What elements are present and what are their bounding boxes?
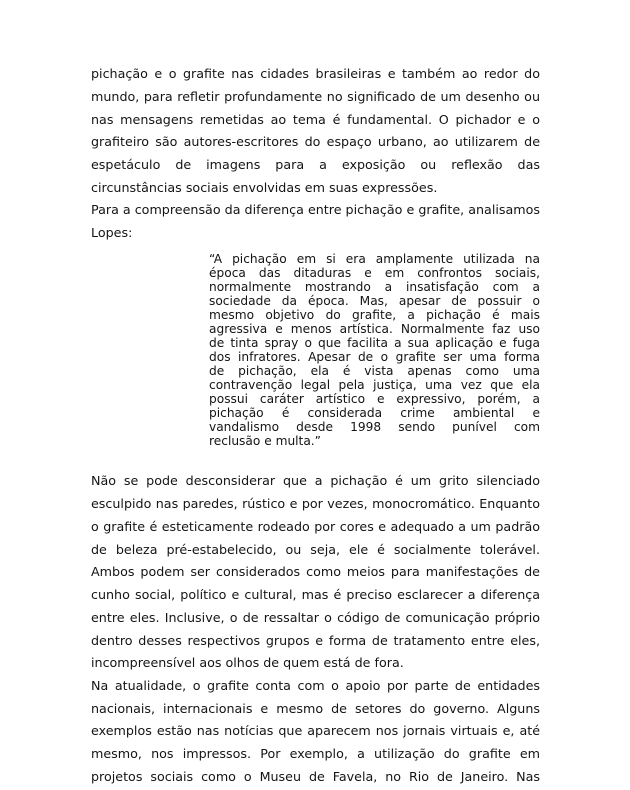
block-quote-line: de tinta spray o que facilita a sua aplicação e fuga: [209, 336, 540, 350]
body-text-line: exemplos estão nas notícias que aparecem nos jornais virtuais e, até: [91, 723, 540, 738]
block-quote-line: agressiva e menos artística. Normalmente faz uso: [209, 322, 540, 336]
body-text-line: Ambos podem ser considerados como meios para manifestações de: [91, 564, 540, 579]
body-text-line: espetáculo de imagens para a exposição ou reflexão das: [91, 157, 540, 172]
body-text-line: Na atualidade, o grafite conta com o apoio por parte de entidades: [91, 678, 540, 693]
body-text-line: pichação e o grafite nas cidades brasileiras e também ao redor do: [91, 66, 540, 81]
body-text-line: projetos sociais como o Museu de Favela, no Rio de Janeiro. Nas: [91, 769, 540, 784]
block-quote-line: contravenção legal pela justiça, uma vez que ela: [209, 378, 540, 392]
body-text-line: esculpido nas paredes, rústico e por vezes, monocromático. Enquanto: [91, 496, 540, 511]
body-text-line: Não se pode desconsiderar que a pichação é um grito silenciado: [91, 473, 540, 488]
body-text-line: cunho social, político e cultural, mas é preciso esclarecer a diferença: [91, 587, 540, 602]
block-quote-line: reclusão e multa.”: [209, 434, 321, 448]
body-text-line: dentro desses respectivos grupos e forma de tratamento entre eles,: [91, 633, 540, 648]
block-quote-line: sociedade da época. Mas, apesar de possuir o: [209, 294, 540, 308]
body-text-line: nas mensagens remetidas ao tema é fundamental. O pichador e o: [91, 112, 540, 127]
body-text-line: o grafite é esteticamente rodeado por cores e adequado a um padrão: [91, 519, 540, 534]
block-quote-line: mesmo objetivo do grafite, a pichação é mais: [209, 308, 540, 322]
body-text-line: circunstâncias sociais envolvidas em suas expressões.: [91, 180, 438, 195]
body-text-line: nacionais, internacionais e mesmo de setores do governo. Alguns: [91, 701, 540, 716]
block-quote-line: vandalismo desde 1998 sendo punível com: [209, 420, 540, 434]
block-quote-line: normalmente mostrando a insatisfação com a: [209, 280, 540, 294]
body-text-line: incompreensível aos olhos de quem está de fora.: [91, 655, 404, 670]
body-text-line: grafiteiro são autores-escritores do espaço urbano, ao utilizarem de: [91, 134, 540, 149]
body-text-line: de beleza pré-estabelecido, ou seja, ele é socialmente tolerável.: [91, 542, 540, 557]
body-text-line: Lopes:: [91, 225, 133, 240]
block-quote-line: “A pichação em si era amplamente utilizada na: [209, 252, 540, 266]
block-quote-line: possui caráter artístico e expressivo, porém, a: [209, 392, 540, 406]
block-quote-line: de pichação, ela é vista apenas como uma: [209, 364, 540, 378]
body-text-line: entre eles. Inclusive, o de ressaltar o código de comunicação próprio: [91, 610, 540, 625]
body-text-line: mesmo, nos impressos. Por exemplo, a utilização do grafite em: [91, 746, 540, 761]
body-text-line: mundo, para refletir profundamente no significado de um desenho ou: [91, 89, 540, 104]
body-text-line: Para a compreensão da diferença entre pichação e grafite, analisamos: [91, 202, 540, 217]
block-quote-line: dos infratores. Apesar de o grafite ser uma forma: [209, 350, 540, 364]
block-quote-line: pichação é considerada crime ambiental e: [209, 406, 540, 420]
block-quote-line: época das ditaduras e em confrontos sociais,: [209, 266, 540, 280]
